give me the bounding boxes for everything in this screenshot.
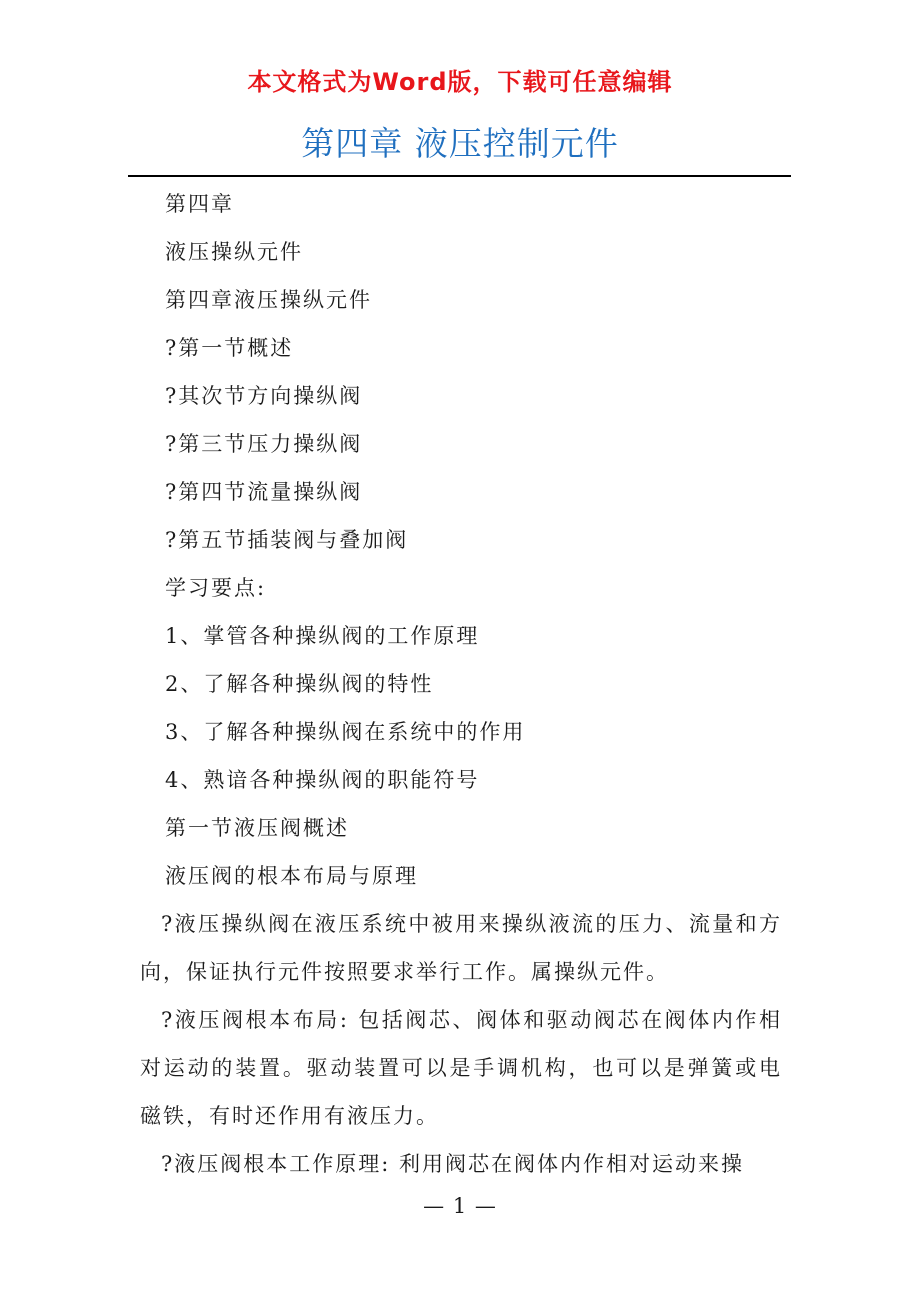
list-item: 1、掌管各种操纵阀的工作原理 [165, 624, 480, 648]
body-paragraph: ?液压阀根本工作原理: 利用阀芯在阀体内作相对运动来操 [161, 1152, 745, 1176]
text-line: 液压操纵元件 [165, 240, 303, 264]
format-notice: 本文格式为Word版，下载可任意编辑 [247, 68, 673, 96]
text-line: 第四章液压操纵元件 [165, 288, 372, 312]
section-heading: 学习要点: [165, 576, 267, 600]
toc-item: ?第一节概述 [165, 336, 294, 360]
list-item: 2、了解各种操纵阀的特性 [165, 672, 434, 696]
list-item: 4、熟谙各种操纵阀的职能符号 [165, 768, 480, 792]
toc-item: ?第四节流量操纵阀 [165, 480, 363, 504]
document-body [140, 180, 782, 1188]
page-title: 第四章 液压控制元件 [301, 124, 619, 163]
subsection-heading: 液压阀的根本布局与原理 [165, 864, 418, 888]
toc-item: ?其次节方向操纵阀 [165, 384, 363, 408]
toc-item: ?第五节插装阀与叠加阀 [165, 528, 409, 552]
toc-item: ?第三节压力操纵阀 [165, 432, 363, 456]
text-line: 第四章 [165, 192, 234, 216]
body-paragraph: ?液压操纵阀在液压系统中被用来操纵液流的压力、流量和方向，保证执行元件按照要求举行工作。属操纵元件。 [140, 912, 782, 984]
section-heading: 第一节液压阀概述 [165, 816, 349, 840]
title-divider [128, 175, 791, 177]
list-item: 3、了解各种操纵阀在系统中的作用 [165, 720, 526, 744]
page-number: — 1 — [423, 1194, 497, 1218]
body-paragraph: ?液压阀根本布局: 包括阀芯、阀体和驱动阀芯在阀体内作相对运动的装置。驱动装置可以是手调机构，也可以是弹簧或电磁铁，有时还作用有液压力。 [140, 1008, 782, 1128]
